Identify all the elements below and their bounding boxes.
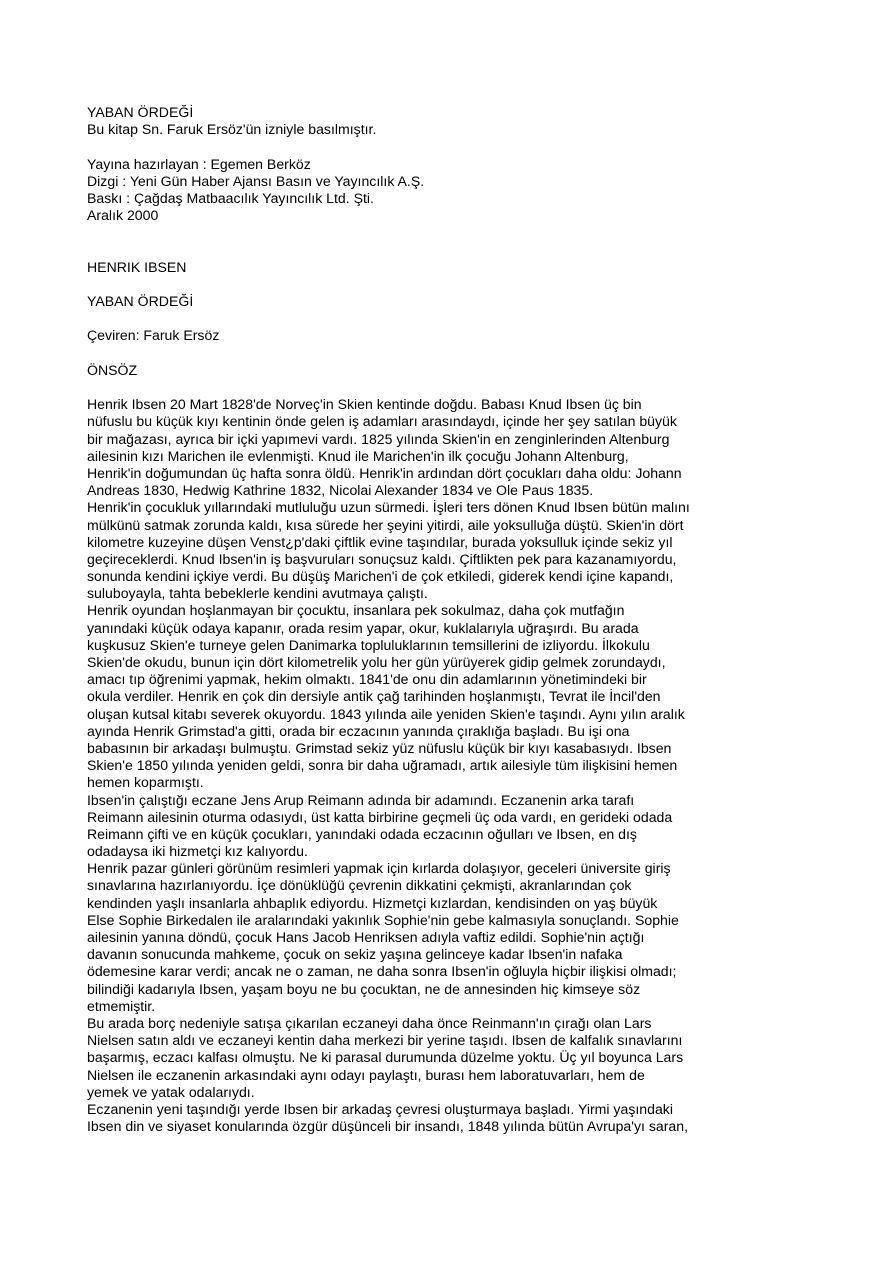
body-line: bir mağazası, ayrıca bir içki yapımevi vardı. 1825 yılında Skien'in en zenginlerinden Altenburg (87, 430, 670, 447)
permission-note: Bu kitap Sn. Faruk Ersöz'ün izniyle basılmıştır. (87, 121, 377, 138)
section-heading: ÖNSÖZ (87, 361, 138, 378)
body-line: davanın sonucunda mahkeme, çocuk on sekiz yaşına gelinceye kadar Ibsen'in nafaka (87, 946, 623, 963)
body-line: etmemiştir. (87, 997, 156, 1014)
body-line: kilometre kuzeyine düşen Venst¿p'daki çiftlik evine taşındılar, burada yoksulluk içinde sekiz yıl (87, 533, 673, 550)
body-line: mülkünü satmak zorunda kaldı, kısa sürede her şeyini yitirdi, aile yoksulluğa düştü. Skien'in dört (87, 516, 684, 533)
credit-line: Dizgi : Yeni Gün Haber Ajansı Basın ve Yayıncılık A.Ş. (87, 172, 425, 189)
spacer (87, 138, 737, 155)
body-line: ayında Henrik Grimstad'a gitti, orada bir eczacının yanında çıraklığa başladı. Bu işi ona (87, 722, 630, 739)
body-line: kendinden yaşlı insanlarla ahbaplık ediyordu. Hizmetçi kızlardan, kendisinden on yaş büyük (87, 894, 658, 911)
translator-credit: Çeviren: Faruk Ersöz (87, 327, 220, 344)
body-line: hemen koparmıştı. (87, 774, 204, 791)
document-page (87, 104, 737, 1135)
body-line: Ibsen'in çalıştığı eczane Jens Arup Reimann adında bir adamındı. Eczanenin arka tarafı (87, 791, 635, 808)
body-line: Ibsen din ve siyaset konularında özgür düşünceli bir insandı, 1848 yılında bütün Avrupa'yı saran, (87, 1118, 689, 1135)
body-line: Henrik'in çocukluk yıllarındaki mutluluğu uzun sürmedi. İşleri ters dönen Knud Ibsen bütün malını (87, 499, 690, 516)
body-line: Henrik pazar günleri görünüm resimleri yapmak için kırlarda dolaşıyor, geceleri üniversite giriş (87, 860, 671, 877)
body-line: oluşan kutsal kitabı severek okuyordu. 1843 yılında aile yeniden Skien'e taşındı. Aynı yılın aralık (87, 705, 685, 722)
spacer (87, 310, 737, 327)
preface-body (87, 396, 737, 1135)
spacer (87, 276, 737, 293)
body-line: sonunda kendini içkiye verdi. Bu düşüş Marichen'i de çok etkiledi, giderek kendi içine kapandı, (87, 568, 674, 585)
body-line: Nielsen ile eczanenin arkasındaki aynı odayı paylaştı, burası hem laboratuvarları, hem de (87, 1066, 645, 1083)
body-line: ailesinin yanına döndü, çocuk Hans Jacob Henriksen adıyla vaftiz edildi. Sophie'nin açtığı (87, 929, 645, 945)
body-line: Henrik'in doğumundan üç hafta sonra öldü. Henrik'in ardından dört çocukları daha oldu: Johann (87, 464, 682, 481)
body-line: Bu arada borç nedeniyle satışa çıkarılan eczaneyi daha önce Reinmann'ın çırağı olan Lars (87, 1014, 652, 1031)
body-line: nüfuslu bu küçük kıyı kentinin önde gelen iş adamları arasındaydı, içinde her şey satılan büyük (87, 413, 677, 430)
author-name: HENRIK IBSEN (87, 258, 187, 275)
body-line: ödemesine karar verdi; ancak ne o zaman, ne daha sonra Ibsen'in oğluyla hiçbir ilişkisi olmadı; (87, 963, 677, 980)
body-line: kuşkusuz Skien'e turneye gelen Danimarka topluluklarının temsillerini de izliyordu. İlkokulu (87, 636, 650, 653)
body-line: Skien'e 1850 yılında yeniden geldi, sonra bir daha uğramadı, artık ailesiyle tüm ilişkisini hemen (87, 757, 678, 774)
body-line: yemek ve yatak odalarıydı. (87, 1083, 255, 1100)
body-line: okula verdiler. Henrik en çok din dersiyle antik çağ tarihinden hoşlanmıştı, Tevrat ile İncil'den (87, 688, 661, 705)
body-line: bilindiği kadarıyla Ibsen, yaşam boyu ne bu çocuktan, ne de annesinden hiç kimseye söz (87, 980, 641, 997)
body-line: Reimann çifti ve en küçük çocukları, yanındaki odada eczacının oğulları ve Ibsen, en dış (87, 825, 637, 842)
body-line: Else Sophie Birkedalen ile aralarındaki yakınlık Sophie'nin gebe kalmasıyla sonuçlandı. Sophie (87, 911, 679, 928)
credit-line: Yayına hazırlayan : Egemen Berköz (87, 155, 311, 172)
body-line: geçireceklerdi. Knud Ibsen'in iş başvuruları sonuçsuz kaldı. Çiftlikten pek para kazanamıyordu, (87, 550, 677, 567)
credit-line: Aralık 2000 (87, 207, 159, 224)
body-line: Eczanenin yeni taşındığı yerde Ibsen bir arkadaş çevresi oluşturmaya başladı. Yirmi yaşındaki (87, 1100, 673, 1117)
spacer (87, 379, 737, 396)
body-line: Nielsen satın aldı ve eczaneyi kentin daha merkezi bir yerine taşıdı. Ibsen de kalfalık sınavlarını (87, 1032, 683, 1049)
body-line: suluboyayla, tahta bebeklerle kendini avutmaya çalıştı. (87, 585, 428, 602)
credit-line: Baskı : Çağdaş Matbaacılık Yayıncılık Ltd. Şti. (87, 189, 374, 206)
spacer (87, 345, 737, 362)
spacer (87, 224, 737, 241)
body-line: odadaysa iki hizmetçi kız kalıyordu. (87, 843, 308, 860)
body-line: Henrik Ibsen 20 Mart 1828'de Norveç'in Skien kentinde doğdu. Babası Knud Ibsen üç bin (87, 396, 642, 413)
body-line: Skien'de okudu, bunun için dört kilometrelik yolu her gün yürüyerek gidip gelmek zorundaydı, (87, 654, 666, 670)
body-line: Reimann ailesinin oturma odasıydı, üst katta birbirine geçmeli üç oda vardı, en gerideki odada (87, 808, 673, 825)
book-title: YABAN ÖRDEĞİ (87, 104, 194, 120)
work-title: YABAN ÖRDEĞİ (87, 293, 194, 310)
body-line: yanındaki küçük odaya kapanır, orada resim yapar, okur, kuklalarıyla uğraşırdı. Bu arada (87, 619, 639, 636)
spacer (87, 242, 737, 259)
body-line: başarmış, eczacı kalfası olmuştu. Ne ki parasal durumunda düzelme yoktu. Üç yıl boyunca Lars (87, 1049, 684, 1066)
body-line: sınavlarına hazırlanıyordu. İçe dönüklüğü çevrenin dikkatini çekmişti, akranlarından çok (87, 877, 632, 894)
body-line: Andreas 1830, Hedwig Kathrine 1832, Nicolai Alexander 1834 ve Ole Paus 1835. (87, 482, 594, 499)
body-line: amacı tıp öğrenimi yapmak, hekim olmaktı. 1841'de onu din adamlarının yönetimindeki bir (87, 671, 647, 688)
body-line: ailesinin kızı Marichen ile evlenmişti. Knud ile Marichen'in ilk çocuğu Johann Altenburg, (87, 447, 629, 464)
body-line: babasının bir arkadaşı bulmuştu. Grimstad sekiz yüz nüfuslu küçük bir kıyı kasabasıydı. Ibsen (87, 739, 672, 756)
body-line: Henrik oyundan hoşlanmayan bir çocuktu, insanlara pek sokulmaz, daha çok mutfağın (87, 602, 625, 619)
